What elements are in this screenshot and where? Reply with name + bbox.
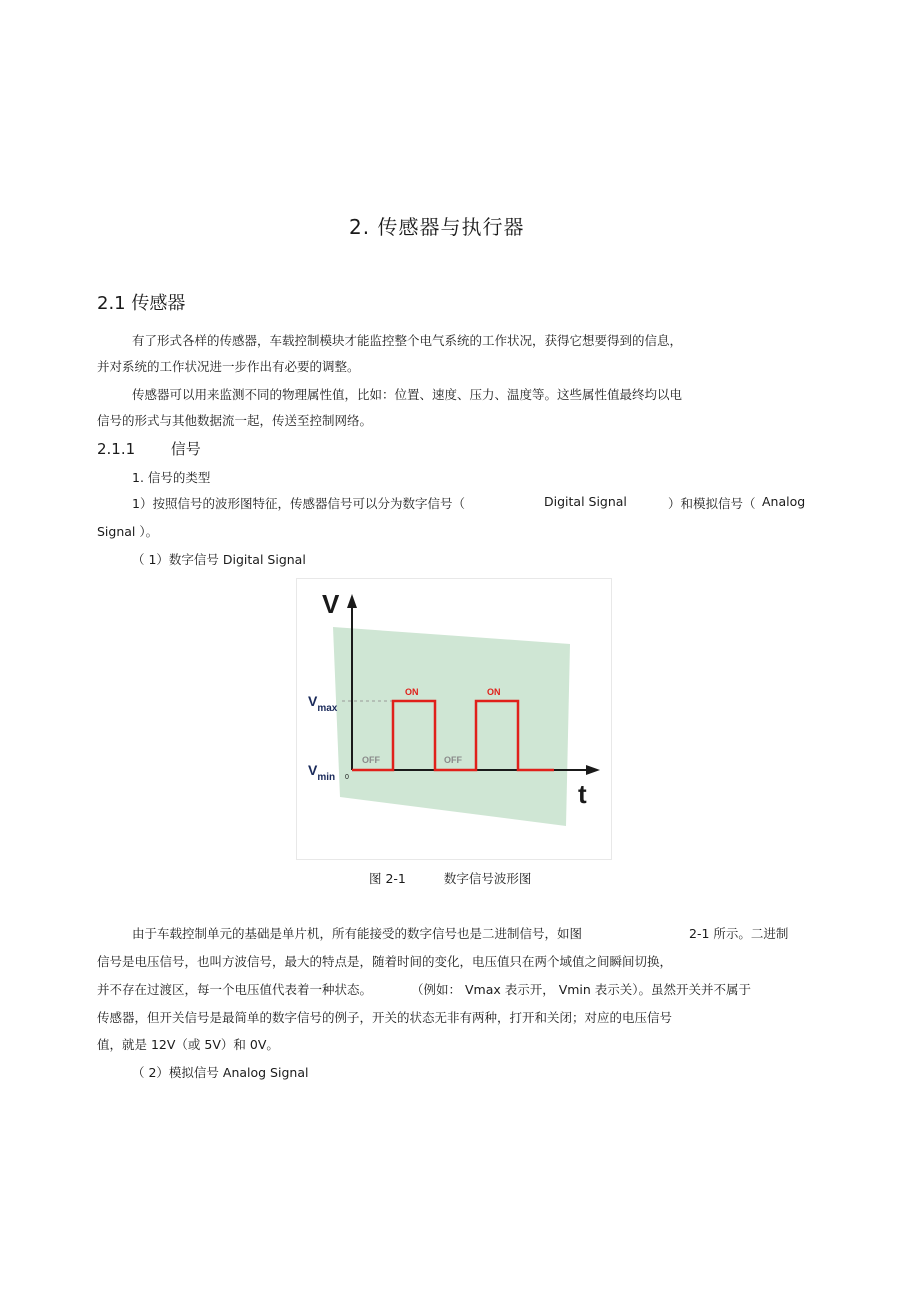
section-title: 传感器 xyxy=(131,293,186,314)
body-line-5: 值，就是 12V（或 5V）和 0V。 xyxy=(97,1037,279,1052)
subsection-heading xyxy=(97,438,201,459)
figure-caption-text: 数字信号波形图 xyxy=(443,871,532,886)
list-item-signal-types: 1. 信号的类型 xyxy=(132,470,211,485)
on-label-1: ON xyxy=(405,687,419,697)
list-item-1-1-part-c: ）和模拟信号（ xyxy=(668,496,756,511)
y-axis-label: V xyxy=(322,589,340,619)
x-axis-label: t xyxy=(578,779,587,809)
subsection-title: 信号 xyxy=(170,440,201,458)
intro-paragraph-2-line-2: 信号的形式与其他数据流一起，传送至控制网络。 xyxy=(97,413,373,428)
intro-paragraph-1-line-1: 有了形式各样的传感器，车载控制模块才能监控整个电气系统的工作状况，获得它想要得到的信息， xyxy=(132,333,683,348)
list-item-1-1-part-a: 1）按照信号的波形图特征，传感器信号可以分为数字信号（ xyxy=(132,496,465,511)
list-item-1-1-part-d: Analog xyxy=(762,494,806,509)
waveform-svg xyxy=(296,578,612,860)
origin-label: 0 xyxy=(345,774,349,781)
on-label-2: ON xyxy=(487,687,501,697)
body-line-3-part-b: （例如： Vmax 表示开， Vmin 表示关）。虽然开关并不属于 xyxy=(411,982,752,997)
body-line-1-part-a: 由于车载控制单元的基础是单片机，所有能接受的数字信号也是二进制信号，如图 xyxy=(132,926,583,941)
subsection-number: 2.1.1 xyxy=(97,440,136,458)
vmin-label: $V_{min}$ xyxy=(308,762,336,783)
section-number: 2.1 xyxy=(97,293,126,314)
intro-paragraph-1-line-2: 并对系统的工作状况进一步作出有必要的调整。 xyxy=(97,359,360,374)
figure-caption xyxy=(369,869,531,887)
list-item-1-1-part-b: Digital Signal xyxy=(544,494,627,509)
vmax-label: $V_{max}$ xyxy=(308,693,338,714)
body-line-3-part-a: 并不存在过渡区，每一个电压值代表着一种状态。 xyxy=(97,982,373,997)
digital-signal-heading: （ 1）数字信号 Digital Signal xyxy=(132,552,306,567)
analog-signal-heading: （ 2）模拟信号 Analog Signal xyxy=(132,1065,309,1080)
section-heading xyxy=(97,289,185,315)
list-item-1-1-part-e: Signal ）。 xyxy=(97,524,159,539)
body-line-2: 信号是电压信号，也叫方波信号，最大的特点是，随着时间的变化，电压值只在两个域值之间瞬间切换， xyxy=(97,954,673,969)
figure-caption-number: 图 2-1 xyxy=(369,871,406,886)
chapter-title: 2. 传感器与执行器 xyxy=(349,215,525,239)
digital-signal-waveform-figure xyxy=(296,578,612,860)
intro-paragraph-2-line-1: 传感器可以用来监测不同的物理属性值，比如：位置、速度、压力、温度等。这些属性值最终均以电 xyxy=(132,387,683,402)
background-panel xyxy=(333,627,570,826)
body-line-1-part-b: 2-1 所示。二进制 xyxy=(689,926,789,941)
off-label-1: OFF xyxy=(362,755,380,765)
body-line-4: 传感器，但开关信号是最简单的数字信号的例子，开关的状态无非有两种，打开和关闭；对应的电压信号 xyxy=(97,1010,673,1025)
off-label-2: OFF xyxy=(444,755,462,765)
